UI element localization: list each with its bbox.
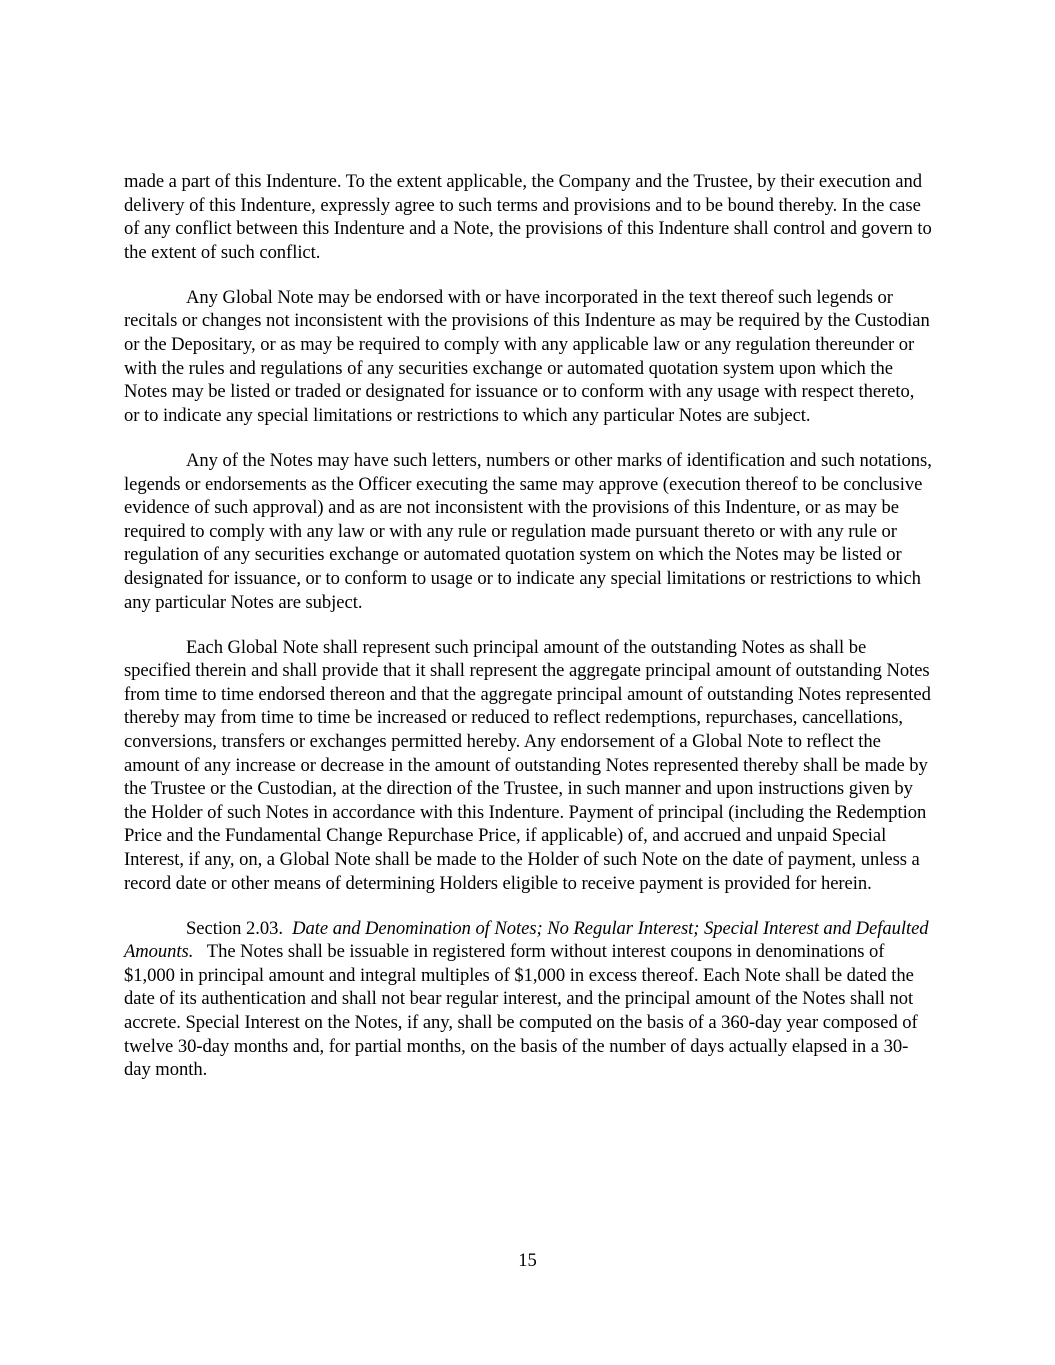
page-number: 15	[518, 1250, 537, 1271]
section-title: Date and Denomination of Notes; No Regular Interest; Special Interest and Defaulted Amounts.	[124, 917, 929, 963]
paragraph-global-note-principal: Each Global Note shall represent such principal amount of the outstanding Notes as shall be specified therein and shall provide that it shall represent the aggregate principal amount of outstanding Notes from time to time endorsed thereon and that the aggregate principal amount of outstanding Notes represented thereby may from time to time be increased or reduced to reflect redemptions, repurchases, cancellations, conversions, transfers or exchanges permitted hereby. Any endorsement of a Global Note to reflect the amount of any increase or decrease in the amount of outstanding Notes represented thereby shall be made by the Trustee or the Custodian, at the direction of the Trustee, in such manner and upon instructions given by the Holder of such Notes in accordance with this Indenture. Payment of principal (including the Redemption Price and the Fundamental Change Repurchase Price, if applicable) of, and accrued and unpaid Special Interest, if any, on, a Global Note shall be made to the Holder of such Note on the date of payment, unless a record date or other means of determining Holders eligible to receive payment is provided for herein.	[124, 636, 931, 894]
paragraph-notes-identification-marks: Any of the Notes may have such letters, numbers or other marks of identification and such notations, legends or endorsements as the Officer executing the same may approve (execution thereof to be conclusive evidence of such approval) and as are not inconsistent with the provisions of this Indenture, or as may be required to comply with any law or with any rule or regulation made pursuant thereto or with any rule or regulation of any securities exchange or automated quotation system on which the Notes may be listed or designated for issuance, or to conform to usage or to indicate any special limitations or restrictions to which any particular Notes are subject.	[124, 449, 932, 613]
paragraph-continuation: made a part of this Indenture. To the extent applicable, the Company and the Trustee, by their execution and delivery of this Indenture, expressly agree to such terms and provisions and to be bound thereby. In the case of any conflict between this Indenture and a Note, the provisions of this Indenture shall control and govern to the extent of such conflict.	[124, 171, 932, 263]
paragraph-global-note-legends: Any Global Note may be endorsed with or have incorporated in the text thereof such legends or recitals or changes not inconsistent with the provisions of this Indenture as may be required by the Custodian or the Depositary, or as may be required to comply with any applicable law or any regulation thereunder or with the rules and regulations of any securities exchange or automated quotation system upon which the Notes may be listed or traded or designated for issuance or to conform with any usage with respect thereto, or to indicate any special limitations or restrictions to which any particular Notes are subject.	[124, 286, 930, 426]
section-body: The Notes shall be issuable in registered form without interest coupons in denominations of $1,000 in principal amount and integral multiples of $1,000 in excess thereof. Each Note shall be dated the date of its authentication and shall not bear regular interest, and the principal amount of the Notes shall not accrete. Special Interest on the Notes, if any, shall be computed on the basis of a 360-day year composed of twelve 30-day months and, for partial months, on the basis of the number of days actually elapsed in a 30-day month.	[124, 941, 918, 1081]
document-body	[124, 170, 934, 1103]
section-number: Section 2.03.	[186, 917, 283, 939]
section-2-03	[124, 917, 934, 1082]
